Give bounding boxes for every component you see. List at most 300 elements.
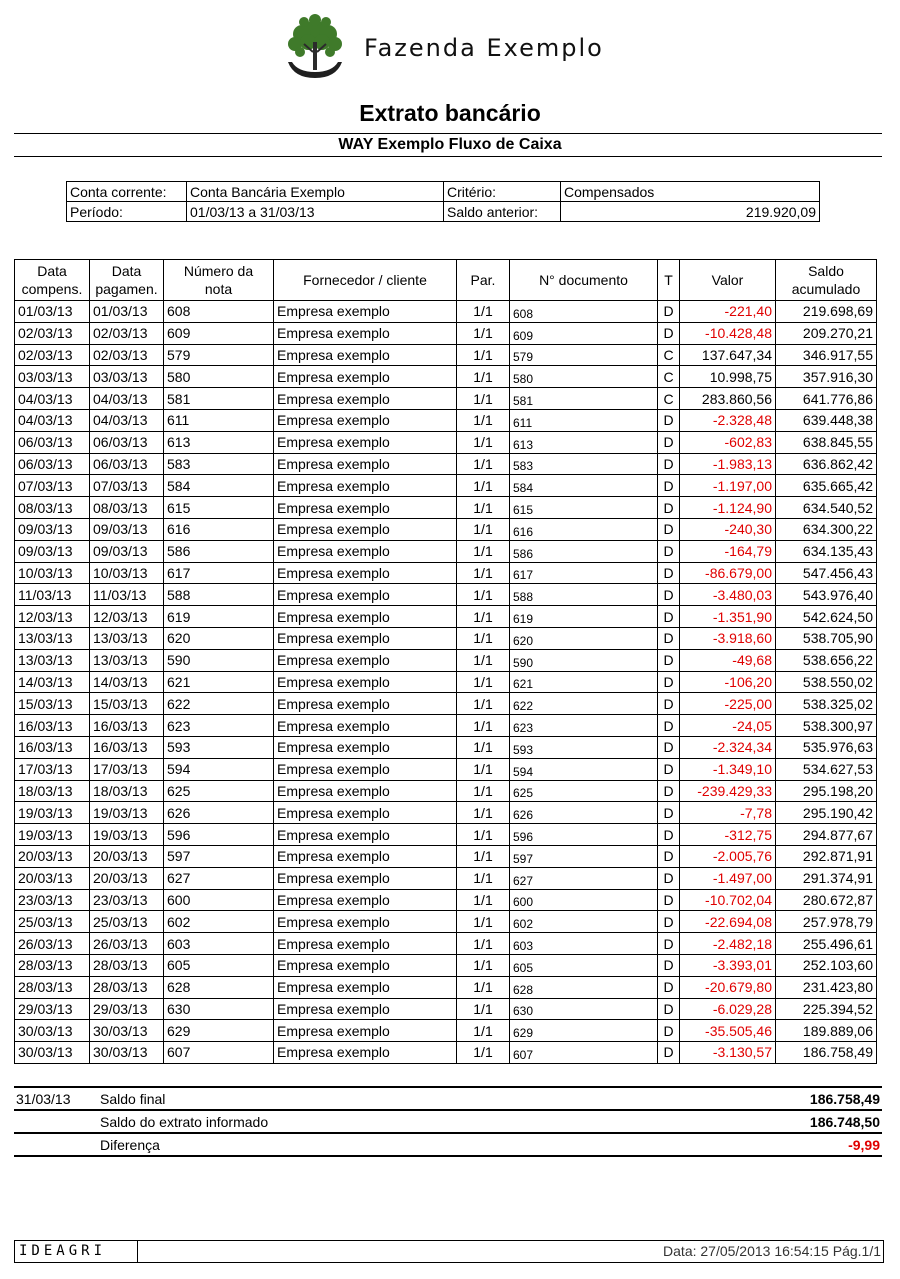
supplier-cell: Empresa exemplo [274,758,457,780]
installment-header: Par. [457,260,510,301]
balance-cell: 639.448,38 [776,409,877,431]
table-header-row [15,260,877,301]
document-number-cell: 602 [510,911,658,933]
installment-cell: 1/1 [457,431,510,453]
document-number-cell: 628 [510,976,658,998]
note-number-cell: 590 [164,649,274,671]
installment-cell: 1/1 [457,344,510,366]
supplier-cell: Empresa exemplo [274,911,457,933]
note-number-cell: 579 [164,344,274,366]
tree-hands-icon [280,12,350,84]
date-comp-cell: 01/03/13 [15,301,90,323]
supplier-cell: Empresa exemplo [274,388,457,410]
note-number-cell: 584 [164,475,274,497]
table-row [15,976,877,998]
table-body [15,301,877,1064]
date-pay-cell: 02/03/13 [90,344,164,366]
balance-cell: 219.698,69 [776,301,877,323]
statement-balance-label: Saldo do extrato informado [100,1114,269,1130]
date-pay-cell: 17/03/13 [90,758,164,780]
statement-balance-value: 186.748,50 [809,1114,880,1130]
document-number-cell: 622 [510,693,658,715]
date-pay-cell: 15/03/13 [90,693,164,715]
date-pay-cell: 09/03/13 [90,540,164,562]
date-comp-cell: 07/03/13 [15,475,90,497]
note-number-cell: 615 [164,497,274,519]
table-row [15,453,877,475]
balance-cell: 295.190,42 [776,802,877,824]
table-row [15,475,877,497]
type-cell: D [658,911,680,933]
date-comp-cell: 13/03/13 [15,627,90,649]
supplier-cell: Empresa exemplo [274,933,457,955]
value-cell: -312,75 [680,824,776,846]
type-cell: D [658,715,680,737]
type-cell: D [658,1042,680,1064]
date-comp-cell: 14/03/13 [15,671,90,693]
date-pay-cell: 20/03/13 [90,845,164,867]
date-comp-cell: 19/03/13 [15,802,90,824]
value-cell: 283.860,56 [680,388,776,410]
account-value: Conta Bancária Exemplo [187,182,444,202]
document-header: N° documento [510,260,658,301]
final-balance-label: Saldo final [100,1091,166,1107]
balance-cell: 542.624,50 [776,606,877,628]
type-cell: D [658,736,680,758]
supplier-cell: Empresa exemplo [274,671,457,693]
supplier-cell: Empresa exemplo [274,540,457,562]
date-pay-cell: 09/03/13 [90,518,164,540]
table-row [15,562,877,584]
installment-cell: 1/1 [457,758,510,780]
note-number-cell: 613 [164,431,274,453]
installment-cell: 1/1 [457,366,510,388]
note-number-cell: 619 [164,606,274,628]
difference-value: -9,99 [848,1137,880,1153]
value-cell: -240,30 [680,518,776,540]
date-pay-cell: 18/03/13 [90,780,164,802]
report-title: Extrato bancário [359,100,541,126]
supplier-cell: Empresa exemplo [274,322,457,344]
date-pay-cell: 19/03/13 [90,824,164,846]
value-cell: -1.497,00 [680,867,776,889]
value-cell: -10.702,04 [680,889,776,911]
document-number-cell: 623 [510,715,658,737]
supplier-cell: Empresa exemplo [274,1042,457,1064]
document-number-cell: 605 [510,954,658,976]
date-pay-cell: 30/03/13 [90,1042,164,1064]
date-pay-cell: 08/03/13 [90,497,164,519]
date-comp-cell: 02/03/13 [15,322,90,344]
divider [14,156,882,157]
supplier-cell: Empresa exemplo [274,693,457,715]
date-comp-cell: 06/03/13 [15,453,90,475]
document-number-cell: 615 [510,497,658,519]
supplier-cell: Empresa exemplo [274,366,457,388]
installment-cell: 1/1 [457,976,510,998]
value-cell: -164,79 [680,540,776,562]
type-cell: D [658,954,680,976]
value-cell: -6.029,28 [680,998,776,1020]
balance-cell: 291.374,91 [776,867,877,889]
supplier-cell: Empresa exemplo [274,976,457,998]
date-pay-cell: 03/03/13 [90,366,164,388]
summary-block [14,1086,882,1157]
date-comp-cell: 04/03/13 [15,409,90,431]
supplier-header: Fornecedor / cliente [274,260,457,301]
supplier-cell: Empresa exemplo [274,715,457,737]
type-cell: D [658,584,680,606]
value-cell: -2.328,48 [680,409,776,431]
installment-cell: 1/1 [457,824,510,846]
date-comp-header: Data compens. [15,260,90,301]
table-row [15,584,877,606]
value-header: Valor [680,260,776,301]
table-row [15,998,877,1020]
supplier-cell: Empresa exemplo [274,889,457,911]
document-number-cell: 600 [510,889,658,911]
supplier-cell: Empresa exemplo [274,453,457,475]
note-number-cell: 594 [164,758,274,780]
document-number-cell: 596 [510,824,658,846]
account-info-table [66,181,820,222]
date-pay-cell: 14/03/13 [90,671,164,693]
installment-cell: 1/1 [457,497,510,519]
balance-cell: 538.550,02 [776,671,877,693]
supplier-cell: Empresa exemplo [274,998,457,1020]
document-number-cell: 625 [510,780,658,802]
type-cell: D [658,845,680,867]
previous-balance-label: Saldo anterior: [444,202,561,222]
type-cell: C [658,366,680,388]
installment-cell: 1/1 [457,802,510,824]
installment-cell: 1/1 [457,518,510,540]
table-row [15,366,877,388]
type-cell: D [658,780,680,802]
value-cell: 137.647,34 [680,344,776,366]
type-cell: D [658,475,680,497]
date-pay-cell: 06/03/13 [90,431,164,453]
date-comp-cell: 06/03/13 [15,431,90,453]
table-row [15,780,877,802]
supplier-cell: Empresa exemplo [274,606,457,628]
table-row [15,540,877,562]
balance-cell: 225.394,52 [776,998,877,1020]
company-logo [280,12,620,84]
table-row [15,627,877,649]
date-pay-cell: 07/03/13 [90,475,164,497]
value-cell: -24,05 [680,715,776,737]
balance-cell: 209.270,21 [776,322,877,344]
balance-header: Saldo acumulado [776,260,877,301]
value-cell: -3.130,57 [680,1042,776,1064]
balance-cell: 635.665,42 [776,475,877,497]
table-row [15,649,877,671]
footer-brand: IDEAGRI [15,1241,138,1262]
note-number-cell: 602 [164,911,274,933]
type-cell: D [658,606,680,628]
type-cell: D [658,649,680,671]
date-pay-cell: 01/03/13 [90,301,164,323]
installment-cell: 1/1 [457,301,510,323]
final-balance-value: 186.758,49 [809,1091,880,1107]
date-pay-cell: 10/03/13 [90,562,164,584]
supplier-cell: Empresa exemplo [274,409,457,431]
installment-cell: 1/1 [457,998,510,1020]
note-number-cell: 605 [164,954,274,976]
table-row [15,301,877,323]
type-cell: D [658,431,680,453]
date-pay-cell: 19/03/13 [90,802,164,824]
document-number-cell: 594 [510,758,658,780]
note-number-cell: 628 [164,976,274,998]
value-cell: -49,68 [680,649,776,671]
type-cell: D [658,627,680,649]
note-number-cell: 597 [164,845,274,867]
date-comp-cell: 04/03/13 [15,388,90,410]
note-number-cell: 603 [164,933,274,955]
statement-balance-row [14,1111,882,1134]
installment-cell: 1/1 [457,1020,510,1042]
installment-cell: 1/1 [457,562,510,584]
installment-cell: 1/1 [457,453,510,475]
type-cell: D [658,671,680,693]
supplier-cell: Empresa exemplo [274,736,457,758]
balance-cell: 547.456,43 [776,562,877,584]
document-number-cell: 580 [510,366,658,388]
type-cell: D [658,998,680,1020]
balance-cell: 638.845,55 [776,431,877,453]
balance-cell: 357.916,30 [776,366,877,388]
period-value: 01/03/13 a 31/03/13 [187,202,444,222]
table-row [15,518,877,540]
date-comp-cell: 26/03/13 [15,933,90,955]
supplier-cell: Empresa exemplo [274,845,457,867]
note-number-cell: 623 [164,715,274,737]
balance-cell: 280.672,87 [776,889,877,911]
type-cell: C [658,388,680,410]
note-number-cell: 588 [164,584,274,606]
type-cell: D [658,976,680,998]
type-header: T [658,260,680,301]
type-cell: D [658,1020,680,1042]
type-cell: D [658,409,680,431]
date-comp-cell: 10/03/13 [15,562,90,584]
balance-cell: 255.496,61 [776,933,877,955]
supplier-cell: Empresa exemplo [274,475,457,497]
note-number-cell: 600 [164,889,274,911]
value-cell: -225,00 [680,693,776,715]
table-row [15,867,877,889]
date-comp-cell: 23/03/13 [15,889,90,911]
value-cell: -1.983,13 [680,453,776,475]
table-row [15,715,877,737]
document-number-cell: 617 [510,562,658,584]
note-number-cell: 583 [164,453,274,475]
balance-cell: 538.656,22 [776,649,877,671]
installment-cell: 1/1 [457,933,510,955]
balance-cell: 543.976,40 [776,584,877,606]
installment-cell: 1/1 [457,409,510,431]
note-number-cell: 622 [164,693,274,715]
table-row [15,802,877,824]
table-row [15,693,877,715]
supplier-cell: Empresa exemplo [274,627,457,649]
supplier-cell: Empresa exemplo [274,562,457,584]
value-cell: -2.482,18 [680,933,776,955]
difference-label: Diferença [100,1137,160,1153]
table-row [15,409,877,431]
type-cell: D [658,518,680,540]
supplier-cell: Empresa exemplo [274,802,457,824]
document-number-cell: 627 [510,867,658,889]
balance-cell: 252.103,60 [776,954,877,976]
note-number-cell: 616 [164,518,274,540]
note-number-cell: 617 [164,562,274,584]
table-row [15,388,877,410]
date-pay-cell: 20/03/13 [90,867,164,889]
value-cell: -3.393,01 [680,954,776,976]
value-cell: -1.124,90 [680,497,776,519]
supplier-cell: Empresa exemplo [274,431,457,453]
date-pay-cell: 28/03/13 [90,976,164,998]
balance-cell: 538.325,02 [776,693,877,715]
date-comp-cell: 16/03/13 [15,736,90,758]
installment-cell: 1/1 [457,845,510,867]
type-cell: D [658,453,680,475]
criteria-value: Compensados [561,182,820,202]
installment-cell: 1/1 [457,606,510,628]
date-pay-cell: 13/03/13 [90,649,164,671]
document-number-cell: 586 [510,540,658,562]
document-number-cell: 583 [510,453,658,475]
table-row [15,497,877,519]
table-row [15,1020,877,1042]
date-comp-cell: 03/03/13 [15,366,90,388]
installment-cell: 1/1 [457,388,510,410]
installment-cell: 1/1 [457,584,510,606]
installment-cell: 1/1 [457,649,510,671]
note-number-cell: 580 [164,366,274,388]
value-cell: -2.005,76 [680,845,776,867]
type-cell: D [658,693,680,715]
balance-cell: 189.889,06 [776,1020,877,1042]
note-number-cell: 629 [164,1020,274,1042]
value-cell: -3.480,03 [680,584,776,606]
summary-date: 31/03/13 [16,1091,71,1107]
value-cell: -35.505,46 [680,1020,776,1042]
balance-cell: 636.862,42 [776,453,877,475]
document-number-cell: 597 [510,845,658,867]
note-number-cell: 630 [164,998,274,1020]
note-number-cell: 627 [164,867,274,889]
date-pay-cell: 16/03/13 [90,715,164,737]
type-cell: D [658,824,680,846]
transactions-table [14,259,877,1064]
note-number-cell: 607 [164,1042,274,1064]
date-pay-cell: 16/03/13 [90,736,164,758]
balance-cell: 535.976,63 [776,736,877,758]
date-pay-cell: 29/03/13 [90,998,164,1020]
final-balance-row [14,1088,882,1111]
installment-cell: 1/1 [457,540,510,562]
note-number-cell: 621 [164,671,274,693]
supplier-cell: Empresa exemplo [274,518,457,540]
date-pay-cell: 13/03/13 [90,627,164,649]
balance-cell: 538.300,97 [776,715,877,737]
document-number-cell: 619 [510,606,658,628]
date-comp-cell: 09/03/13 [15,518,90,540]
criteria-label: Critério: [444,182,561,202]
balance-cell: 346.917,55 [776,344,877,366]
date-pay-cell: 02/03/13 [90,322,164,344]
brand-name: Fazenda Exemplo [364,34,604,62]
date-comp-cell: 29/03/13 [15,998,90,1020]
table-row [15,1042,877,1064]
date-comp-cell: 16/03/13 [15,715,90,737]
document-number-cell: 629 [510,1020,658,1042]
type-cell: D [658,889,680,911]
date-pay-cell: 30/03/13 [90,1020,164,1042]
date-comp-cell: 20/03/13 [15,845,90,867]
table-row [15,824,877,846]
table-row [15,845,877,867]
value-cell: -2.324,34 [680,736,776,758]
value-cell: -602,83 [680,431,776,453]
supplier-cell: Empresa exemplo [274,954,457,976]
document-number-cell: 588 [510,584,658,606]
document-number-cell: 630 [510,998,658,1020]
table-row [15,431,877,453]
installment-cell: 1/1 [457,911,510,933]
note-number-cell: 620 [164,627,274,649]
balance-cell: 634.135,43 [776,540,877,562]
supplier-cell: Empresa exemplo [274,649,457,671]
installment-cell: 1/1 [457,780,510,802]
table-row [15,933,877,955]
supplier-cell: Empresa exemplo [274,301,457,323]
date-comp-cell: 08/03/13 [15,497,90,519]
balance-cell: 231.423,80 [776,976,877,998]
date-pay-cell: 04/03/13 [90,409,164,431]
type-cell: D [658,322,680,344]
document-number-cell: 584 [510,475,658,497]
table-row [15,889,877,911]
date-comp-cell: 09/03/13 [15,540,90,562]
supplier-cell: Empresa exemplo [274,497,457,519]
document-number-cell: 613 [510,431,658,453]
balance-cell: 534.627,53 [776,758,877,780]
balance-cell: 186.758,49 [776,1042,877,1064]
date-comp-cell: 18/03/13 [15,780,90,802]
value-cell: 10.998,75 [680,366,776,388]
value-cell: -7,78 [680,802,776,824]
table-row [15,954,877,976]
installment-cell: 1/1 [457,1042,510,1064]
value-cell: -86.679,00 [680,562,776,584]
date-comp-cell: 19/03/13 [15,824,90,846]
table-row [15,736,877,758]
installment-cell: 1/1 [457,736,510,758]
document-number-cell: 608 [510,301,658,323]
document-number-cell: 590 [510,649,658,671]
date-comp-cell: 13/03/13 [15,649,90,671]
balance-cell: 294.877,67 [776,824,877,846]
print-timestamp: Data: 27/05/2013 16:54:15 Pág.1/1 [663,1243,881,1259]
table-row [15,758,877,780]
date-comp-cell: 30/03/13 [15,1042,90,1064]
type-cell: C [658,344,680,366]
